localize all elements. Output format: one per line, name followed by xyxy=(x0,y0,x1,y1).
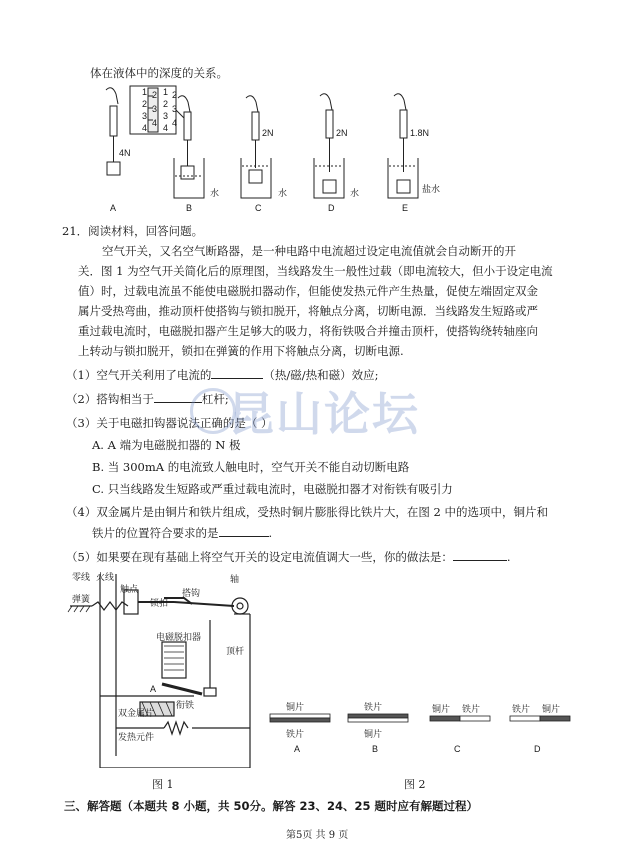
figure-letter-b: B xyxy=(186,203,193,213)
option-c: C. 只当线路发生短路或严重过载电流时，电磁脱扣器才对衔铁有吸引力 xyxy=(92,482,453,496)
question-21-4: （4）双金属片是由铜片和铁片组成，受热时铜片膨胀得比铁片大，在图 2 中的选项中，铜片和 xyxy=(66,505,548,519)
question-21-1: （1）空气开关利用了电流的 （热/磁/热和磁）效应; xyxy=(66,368,379,382)
label-axis: 轴 xyxy=(230,574,240,584)
option-a: A. A 端为电磁脱扣器的 N 极 xyxy=(92,438,241,452)
scale-tick: 1 xyxy=(163,87,169,97)
label-contact: 触点 xyxy=(120,584,139,594)
question-21-4-cont: 铁片的位置符合要求的是 . xyxy=(92,526,273,540)
scale-tick: 1 xyxy=(142,87,148,97)
fig2-d-left: 铁片 xyxy=(512,704,531,714)
fig2-b-bottom: 铜片 xyxy=(364,729,383,739)
scale-number: 2 xyxy=(172,90,178,100)
figure-2-caption: 图 2 xyxy=(404,778,426,791)
figure-letter-a: A xyxy=(110,203,117,213)
label-em-trip: 电磁脱扣器 xyxy=(156,632,202,642)
fig2-letter-b: B xyxy=(372,744,379,754)
label-end-a: A xyxy=(150,684,157,694)
fig2-letter-a: A xyxy=(294,744,301,754)
label-heater: 发热元件 xyxy=(118,732,155,742)
fig2-a-top: 铜片 xyxy=(286,702,305,712)
scale-number: 3 xyxy=(172,104,178,114)
figure-1-caption: 图 1 xyxy=(152,778,174,791)
liquid-label-e: 盐水 xyxy=(422,184,441,194)
para-line: 关．图 1 为空气开关简化后的原理图，当线路发生一般性过载（即电流较大，但小于设定电流 xyxy=(78,264,553,278)
label-lock: 锁扣 xyxy=(150,598,169,608)
scale-number: 4 xyxy=(172,118,178,128)
label-bimetal: 双金属片 xyxy=(118,708,155,718)
liquid-label-c: 水 xyxy=(278,188,288,198)
scale-number: 4 xyxy=(152,118,158,128)
liquid-label-d: 水 xyxy=(350,188,360,198)
figure-letter-d: D xyxy=(328,203,335,213)
label-zero-line: 零线 xyxy=(72,572,91,582)
para-line: 重过载电流时，电磁脱扣器产生足够大的吸力，将衔铁吸合并撞击顶杆，使搭钩绕转轴座向 xyxy=(78,324,538,338)
answer-blank-5[interactable] xyxy=(453,548,507,561)
label-hook: 搭钩 xyxy=(182,588,201,598)
force-label-a: 4N xyxy=(119,148,131,158)
scale-tick: 2 xyxy=(163,99,169,109)
label-fire-line: 火线 xyxy=(96,572,115,582)
question-21-2: （2）搭钩相当于 杠杆; xyxy=(66,392,229,406)
question-21-3: （3）关于电磁扣钩器说法正确的是（ ） xyxy=(66,416,273,430)
label-armature: 衔铁 xyxy=(176,700,195,710)
force-label-c: 2N xyxy=(262,128,274,138)
scale-tick: 2 xyxy=(142,99,148,109)
para-line: 空气开关，又名空气断路器，是一种电路中电流超过设定电流值就会自动断开的开 xyxy=(102,244,516,258)
scale-tick: 4 xyxy=(163,123,169,133)
para-line: 属片受热弯曲，推动顶杆使搭钩与锁扣脱开，将触点分离，切断电源．当线路发生短路或严 xyxy=(78,304,538,318)
page-footer: 第5页 共 9 页 xyxy=(286,830,349,841)
scale-tick: 3 xyxy=(142,111,148,121)
watermark: 昆山论坛 xyxy=(228,387,420,441)
force-label-e: 1.8N xyxy=(410,128,430,138)
answer-blank-4[interactable] xyxy=(219,524,269,537)
liquid-label-b: 水 xyxy=(210,188,220,198)
label-push-rod: 顶杆 xyxy=(226,646,245,656)
intro-line: 体在液体中的深度的关系。 xyxy=(90,66,228,80)
figure-letter-e: E xyxy=(402,203,409,213)
circuit-breaker-diagram xyxy=(64,568,284,768)
question-21-5: （5）如果要在现有基础上将空气开关的设定电流值调大一些，你的做法是： . xyxy=(66,550,511,564)
scale-tick: 4 xyxy=(142,123,148,133)
fig2-letter-d: D xyxy=(534,744,541,754)
fig2-d-right: 铜片 xyxy=(542,704,561,714)
scale-tick: 3 xyxy=(163,111,169,121)
fig2-c-left: 铜片 xyxy=(432,704,451,714)
fig2-letter-c: C xyxy=(454,744,461,754)
spring-scale-figure xyxy=(96,82,446,218)
para-line: 上转动与锁扣脱开，锁扣在弹簧的作用下将触点分离，切断电源. xyxy=(78,344,404,358)
fig2-b-top: 铁片 xyxy=(364,702,383,712)
section-3-heading: 三、解答题（本题共 8 小题，共 50分。解答 23、24、25 题时应有解题过程） xyxy=(64,799,479,813)
question-21-header: 21．阅读材料，回答问题。 xyxy=(62,224,204,238)
scale-number: 2 xyxy=(152,90,158,100)
option-b: B. 当 300mA 的电流致人触电时，空气开关不能自动切断电路 xyxy=(92,460,410,474)
force-label-d: 2N xyxy=(336,128,348,138)
para-line: 值）时，过载电流虽不能使电磁脱扣器动作，但能使发热元件产生热量，促使左端固定双金 xyxy=(78,284,538,298)
figure-letter-c: C xyxy=(255,203,262,213)
fig2-a-bottom: 铁片 xyxy=(286,729,305,739)
label-spring: 弹簧 xyxy=(72,594,91,604)
scale-number: 3 xyxy=(152,104,158,114)
fig2-c-right: 铁片 xyxy=(462,704,481,714)
